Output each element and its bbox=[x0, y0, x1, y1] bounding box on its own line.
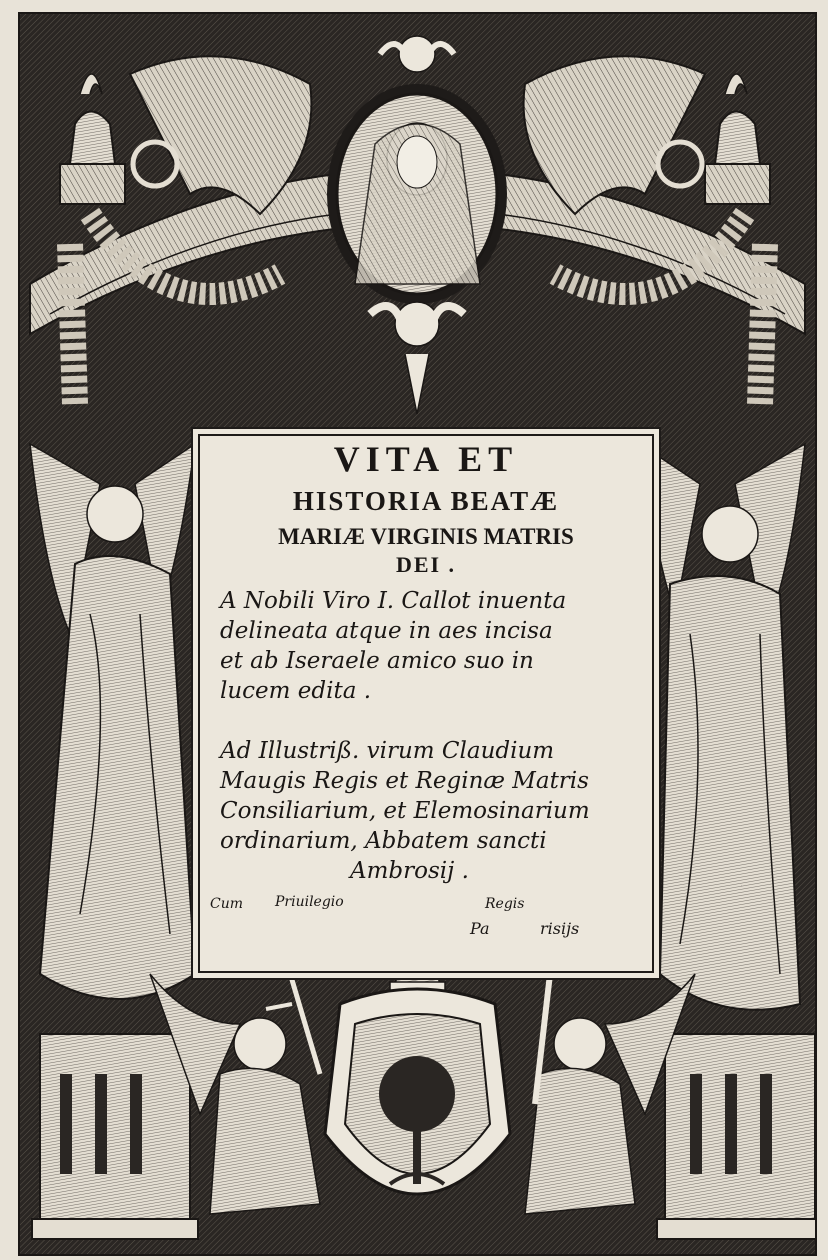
pedestal-right bbox=[657, 1034, 815, 1239]
dedication-line: Ambrosij . bbox=[350, 858, 469, 884]
madonna-medallion bbox=[327, 84, 507, 304]
privilege-paris-left: Pa bbox=[470, 919, 490, 938]
dedication-block bbox=[220, 736, 645, 886]
tree-coat-of-arms bbox=[325, 989, 510, 1194]
title-line-1: VITA ET bbox=[333, 439, 519, 479]
title-line-4: DEI . bbox=[395, 552, 457, 577]
authorship-line: A Nobili Viro I. Callot inuenta bbox=[220, 588, 567, 614]
privilege-cum: Cum bbox=[210, 896, 244, 912]
engraved-plate bbox=[18, 12, 817, 1256]
title-tablet bbox=[198, 434, 654, 973]
dedication-line: Consiliarium, et Elemosinarium bbox=[220, 798, 590, 824]
authorship-line: lucem edita . bbox=[220, 678, 372, 704]
privilege-word: Priuilegio bbox=[275, 894, 344, 910]
dedication-line: ordinarium, Abbatem sancti bbox=[220, 828, 547, 854]
authorship-line: et ab Iseraele amico suo in bbox=[220, 648, 534, 674]
privilege-regis: Regis bbox=[485, 896, 525, 912]
dedication-line: Maugis Regis et Reginæ Matris bbox=[220, 768, 589, 794]
dedication-line: Ad Illustriß. virum Claudium bbox=[220, 738, 555, 764]
authorship-line: delineata atque in aes incisa bbox=[220, 618, 553, 644]
pedestal-left bbox=[32, 1034, 198, 1239]
title-line-3: MARIÆ VIRGINIS MATRIS bbox=[278, 524, 574, 549]
authorship-block bbox=[220, 586, 645, 706]
title-line-2: HISTORIA BEATÆ bbox=[292, 486, 560, 516]
privilege-paris-right: risijs bbox=[540, 919, 580, 938]
